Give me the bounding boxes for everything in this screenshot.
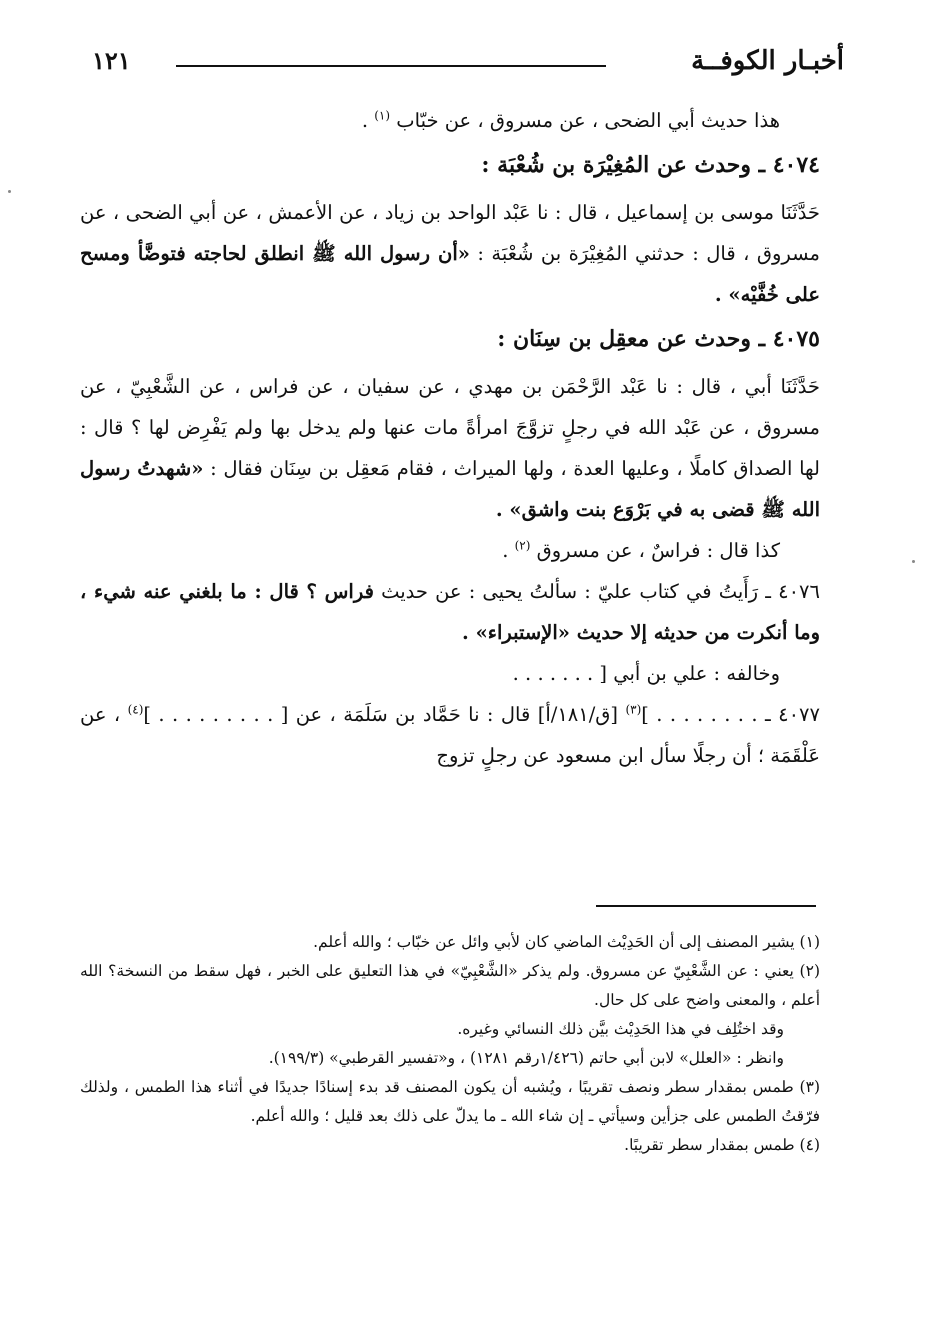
- scan-speck: [912, 560, 915, 563]
- footnote-separator: [596, 905, 816, 907]
- heading-4074: ٤٠٧٤ ـ وحدث عن المُغِيْرَة بن شُعْبَة :: [481, 152, 820, 178]
- period: .: [361, 109, 369, 132]
- footnote-2-reference: وانظر : «العلل» لابن أبي حاتم (١/٤٢٦رقم ١٢٨١) ، و«تفسير القرطبي» (١٩٩/٣).: [268, 1049, 784, 1067]
- main-text: [80, 100, 820, 776]
- page-number: ١٢١: [92, 46, 131, 75]
- text-span: حَدَّثَنَا أبي ، قال : نا عَبْد الرَّحْمَن بن مهدي ، عن سفيان ، عن فراس ، عن الشَّعْبِيّ ، عن مسروق ، عن عَبْد الله في رجلٍ تزوَّجَ امرأةً مات عنها ولم يدخل بها ولم يَفْرِض لها ؟ قال : لها الصداق كاملًا ، وعليها العدة ، ولها الميراث ، فقام مَعقِل بن سِنَان فقال :: [80, 375, 820, 480]
- footnote-1: (١) يشير المصنف إلى أن الحَدِيْث الماضي كان لأبي وائل عن خبّاب ؛ والله أعلم.: [313, 933, 820, 951]
- text-span: ٤٠٧٧ ـ . . . . . . . . ]: [641, 703, 820, 726]
- paragraph-4075: [80, 366, 820, 530]
- page-header: [88, 40, 844, 90]
- period: .: [502, 539, 509, 562]
- text-span: هذا حديث أبي الضحى ، عن مسروق ، عن خبّاب: [396, 109, 780, 132]
- header-rule: [176, 65, 606, 67]
- text-span: ، عن عَلْقَمَة ؛ أن رجلًا سأل ابن مسعود عن رجلٍ تزوج: [80, 703, 820, 767]
- hadith-quote: «شهدتُ رسول الله ﷺ قضى به في بَرْوَع بنت واشق» .: [80, 457, 820, 521]
- footnote-2: (٢) يعني : عن الشَّعْبِيّ عن مسروق. ولم يذكر «الشَّعْبِيّ» في هذا التعليق على الخبر ، فهل سقط من النسخة؟ الله أعلم ، والمعنى واضح على كل حال.: [80, 962, 820, 1009]
- footnote-marker-4: (٤): [127, 702, 144, 717]
- text-line-4073-end: [80, 100, 820, 141]
- text-line-kadha: [80, 530, 820, 571]
- footnote-marker-3: (٣): [625, 702, 642, 717]
- paragraph-4074: [80, 192, 820, 315]
- text-bold-span: فراس ؟ قال : ما بلغني عنه شيء ، وما أنكرت من حديثه إلا حديث «الإستبراء» .: [80, 580, 820, 644]
- footnote-2-continuation: وقد اختُلِف في هذا الحَدِيْث بيَّن ذلك النسائي وغيره.: [457, 1020, 784, 1038]
- text-span: ٤٠٧٦ ـ رَأَيتُ في كتاب عليّ : سألتُ يحيى : عن حديث: [373, 580, 820, 603]
- paragraph-4077: [80, 694, 820, 776]
- heading-4075: ٤٠٧٥ ـ وحدث عن معقِل بن سِنَان :: [497, 326, 820, 352]
- footnote-3: (٣) طمس بمقدار سطر ونصف تقريبًا ، ويُشبه أن يكون المصنف قد بدء إسنادًا جديدًا في أثناء هذا الطمس ، ولذلك فرّقتُ الطمس على جزأين وسيأتي ـ إن شاء الله ـ ما يدلّ على ذلك بعد قليل ؛ والله أعلم.: [80, 1078, 820, 1125]
- scan-speck: [8, 190, 11, 193]
- running-title: أخبـار الكوفــة: [691, 46, 844, 76]
- footnote-4: (٤) طمس بمقدار سطر تقريبًا.: [624, 1136, 820, 1154]
- footnote-marker-2: (٢): [514, 538, 531, 553]
- text-line-khalafahu: وخالفه : علي بن أبي [ . . . . . . .: [512, 662, 780, 685]
- footnotes: [80, 928, 820, 1160]
- paragraph-4076: [80, 571, 820, 653]
- footnote-marker-1: (١): [374, 108, 391, 123]
- hadith-quote: «أن رسول الله ﷺ انطلق لحاجته فتوضَّأ ومسح على خُفَّيْه» .: [80, 242, 820, 306]
- text-span: كذا قال : فراسٌ ، عن مسروق: [536, 539, 780, 562]
- text-span: حَدَّثَنَا موسى بن إسماعيل ، قال : نا عَبْد الواحد بن زياد ، عن الأعمش ، عن أبي الضحى ، عن مسروق ، قال : حدثني المُغِيْرَة بن شُعْبَة :: [80, 201, 820, 265]
- text-span: [ق/١٨١/أ] قال : نا حَمَّاد بن سَلَمَة ، عن [ . . . . . . . . . ]: [143, 703, 626, 726]
